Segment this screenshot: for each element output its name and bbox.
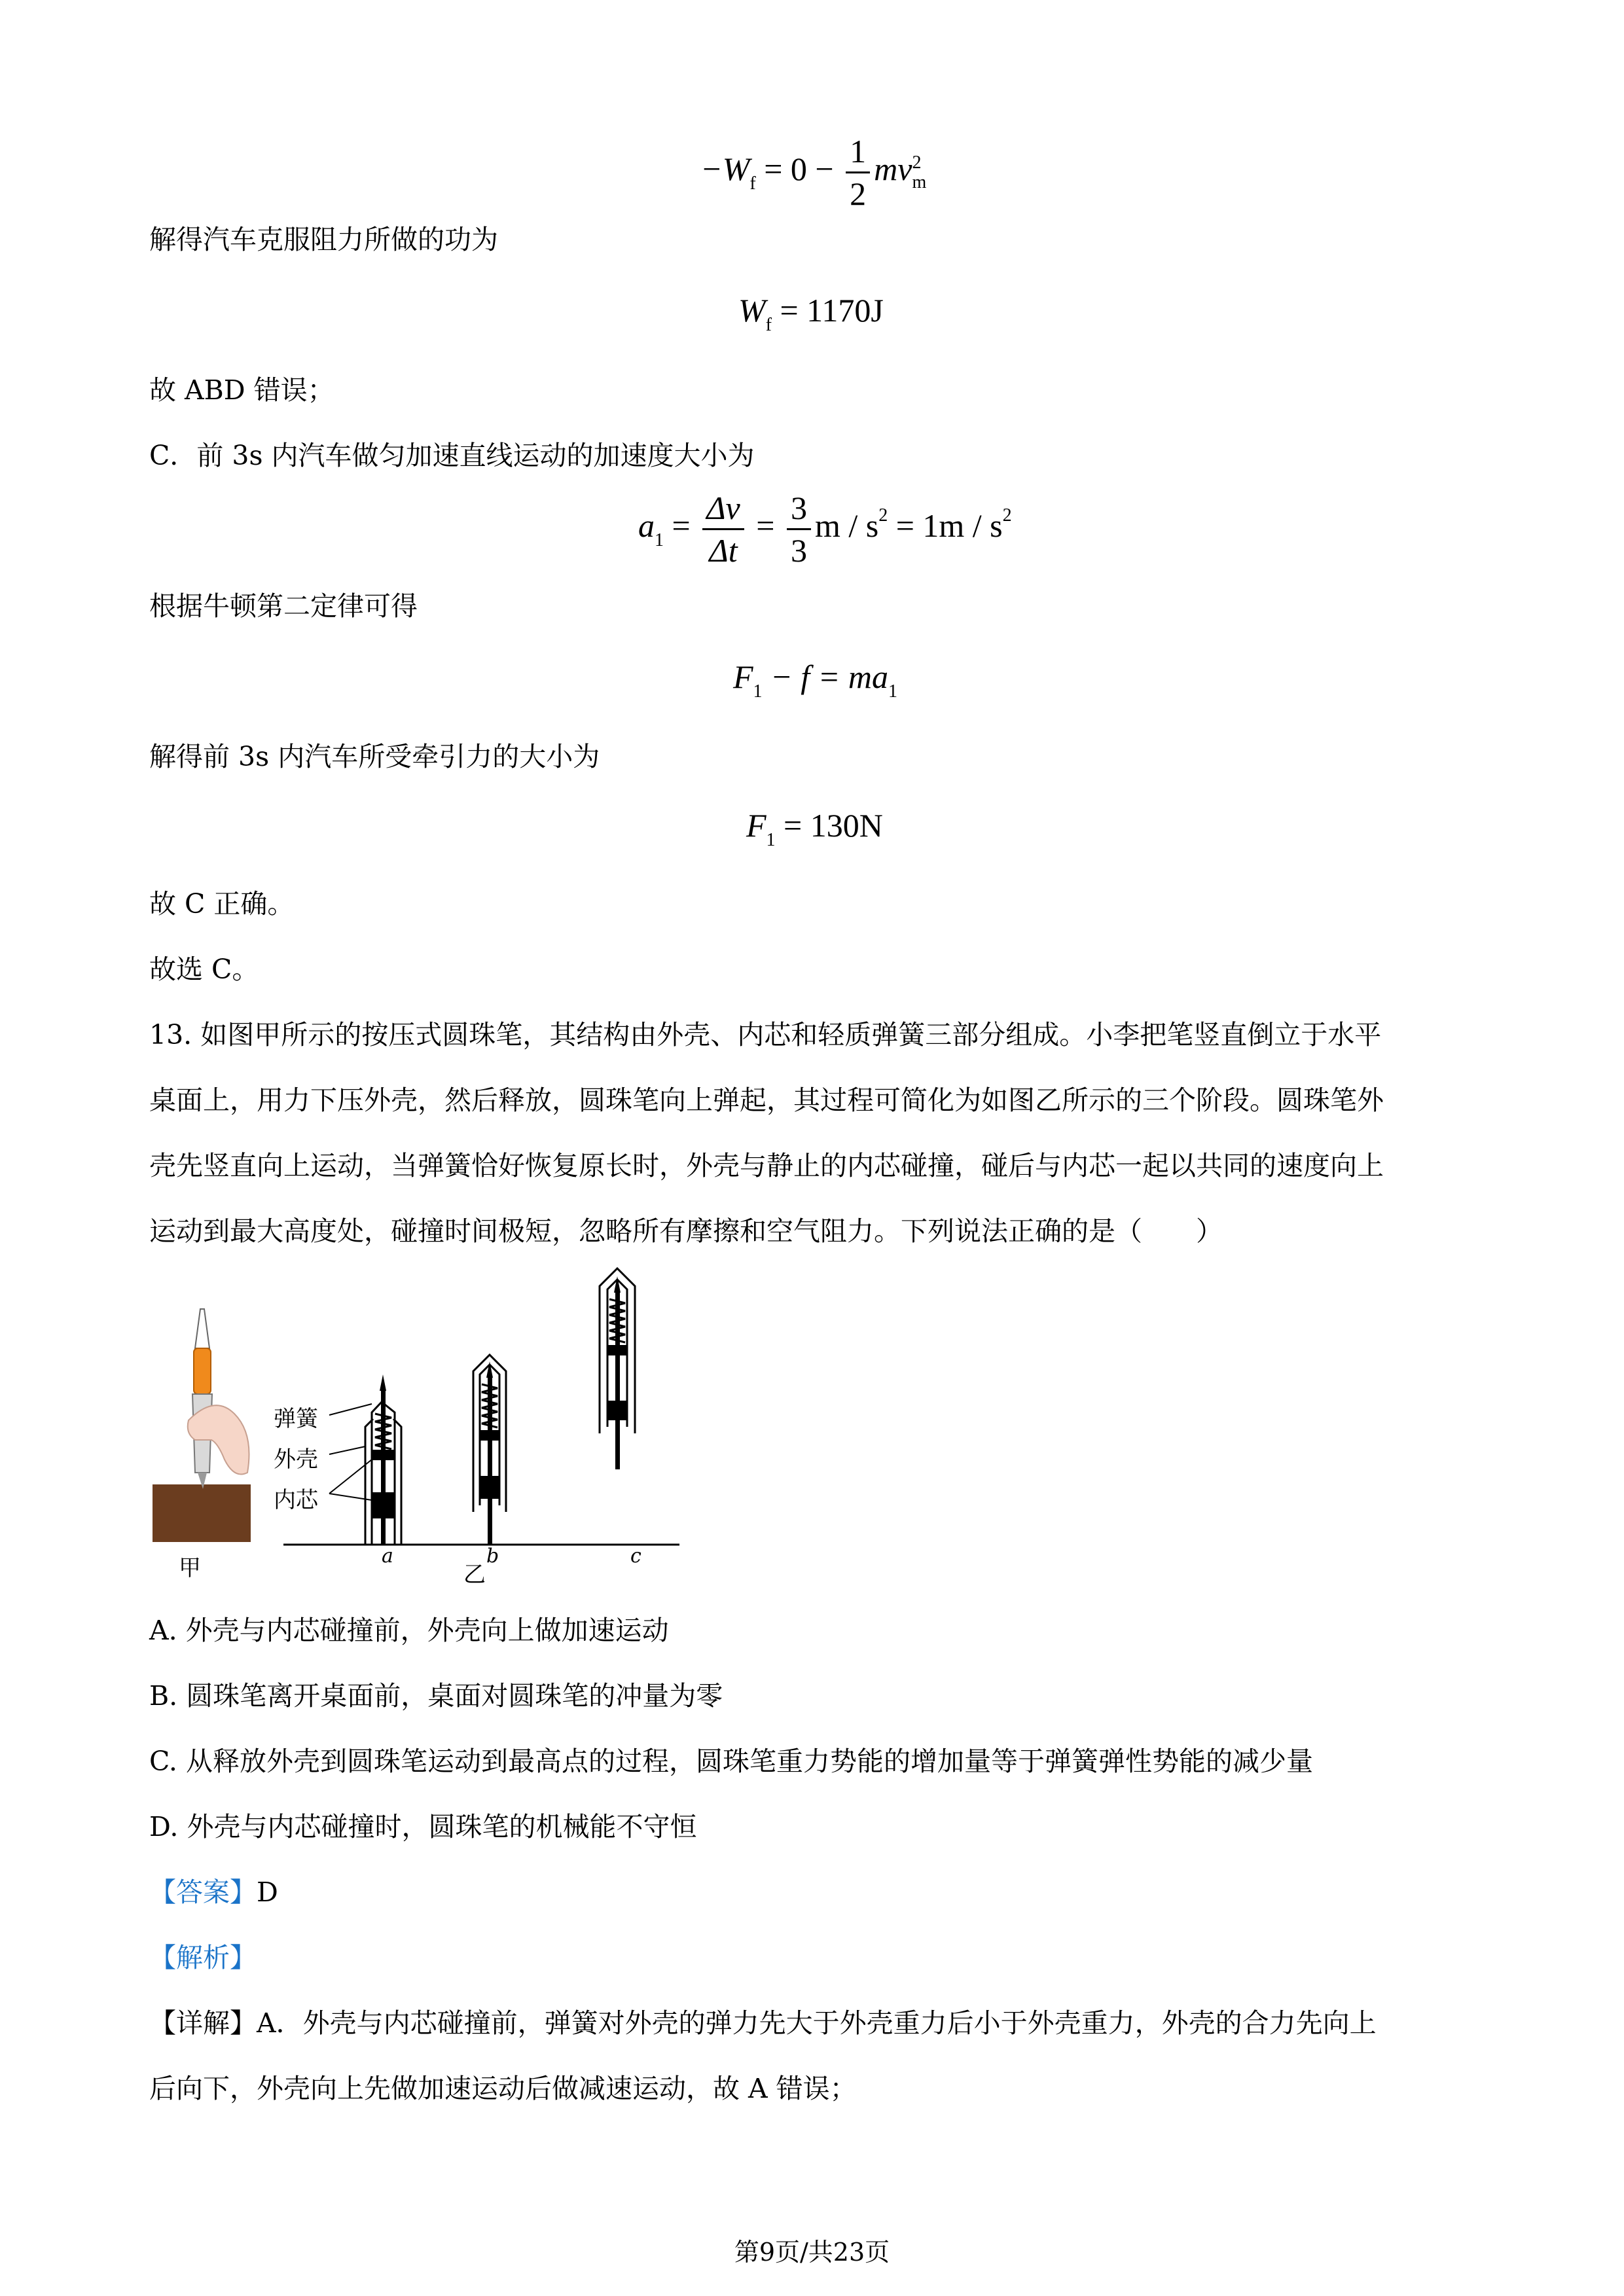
eq3-sub: 1 — [655, 529, 664, 550]
text-line-7: 故选 C。 — [149, 954, 259, 985]
eq5-rest: = 130N — [775, 807, 883, 844]
text-line-6: 故 C 正确。 — [149, 888, 295, 920]
pen-b — [473, 1355, 506, 1545]
eq4-sub2: 1 — [888, 681, 898, 702]
option-a: A. 外壳与内芯碰撞前，外壳向上做加速运动 — [149, 1615, 669, 1646]
eq1-num: 1 — [846, 131, 870, 173]
label-core: 内芯 — [274, 1487, 318, 1513]
eq2-w: W — [738, 292, 766, 329]
option-c: C. 从释放外壳到圆珠笔运动到最高点的过程，圆珠笔重力势能的增加量等于弹簧弹性势能的减少量 — [149, 1746, 1313, 1777]
eq4-f: F — [733, 658, 753, 695]
eq5-sub: 1 — [766, 830, 776, 850]
answer-value: D — [257, 1876, 278, 1908]
equation-force — [746, 806, 883, 851]
eq1-eq: = 0 − — [755, 150, 842, 187]
label-jia: 甲 — [179, 1555, 201, 1581]
eq1-den: 2 — [850, 175, 867, 212]
eq1-sup: 2 — [912, 152, 922, 173]
equation-newton — [733, 658, 897, 702]
eq4-sub: 1 — [753, 681, 763, 702]
eq3-num: Δv — [702, 488, 744, 530]
answer-label: 【答案】 — [149, 1876, 257, 1908]
pen-figure — [149, 1263, 693, 1590]
pen-c — [600, 1268, 635, 1469]
option-d: D. 外壳与内芯碰撞时，圆珠笔的机械能不守恒 — [149, 1811, 697, 1842]
eq3-den2: 3 — [790, 532, 807, 569]
text-line-1: 解得汽车克服阻力所做的功为 — [149, 224, 498, 255]
question-13-line-4: 运动到最大高度处，碰撞时间极短，忽略所有摩擦和空气阻力。下列说法正确的是（ ） — [149, 1215, 1223, 1247]
detail-line-1 — [149, 2006, 1377, 2040]
label-yi: 乙 — [463, 1562, 486, 1588]
eq1-fraction — [846, 131, 870, 214]
question-13-line-1: 13. 如图甲所示的按压式圆珠笔，其结构由外壳、内芯和轻质弹簧三部分组成。小李把笔竖直倒立于水平 — [149, 1019, 1382, 1050]
eq3-sup1: 2 — [878, 505, 888, 526]
text-line-4: 根据牛顿第二定律可得 — [149, 590, 418, 622]
text-line-2: 故 ABD 错误； — [149, 374, 334, 406]
page-footer: 第9页/共23页 — [734, 2238, 890, 2267]
label-b: b — [486, 1545, 499, 1568]
eq2-rest: = 1170J — [771, 292, 884, 329]
eq1-mv: mv — [874, 150, 912, 187]
detail-line-2: 后向下，外壳向上先做加速运动后做减速运动，故 A 错误； — [149, 2073, 857, 2104]
question-13-line-3: 壳先竖直向上运动，当弹簧恰好恢复原长时，外壳与静止的内芯碰撞，碰后与内芯一起以共同的速度向上 — [149, 1150, 1384, 1181]
equation-wf — [738, 291, 884, 336]
eq3-num2: 3 — [787, 488, 811, 530]
eq3-a: a — [638, 507, 655, 544]
eq3-den: Δt — [709, 532, 738, 569]
detail-text-1: A．外壳与内芯碰撞前，弹簧对外壳的弹力先大于外壳重力后小于外壳重力，外壳的合力先向上 — [257, 2007, 1377, 2039]
answer — [149, 1875, 278, 1909]
eq5-f: F — [746, 807, 767, 844]
eq3-sup2: 2 — [1002, 505, 1012, 526]
eq2-sub: f — [765, 315, 772, 335]
option-b: B. 圆珠笔离开桌面前，桌面对圆珠笔的冲量为零 — [149, 1680, 723, 1712]
pen-diagram — [149, 1263, 693, 1590]
analysis-label: 【解析】 — [149, 1942, 257, 1973]
eq3-frac1 — [702, 488, 744, 571]
eq3-unit1: m / s — [814, 507, 879, 544]
text-line-3: C．前 3s 内汽车做匀加速直线运动的加速度大小为 — [149, 440, 755, 471]
eq1-sub: m — [912, 171, 927, 192]
figure-jia — [153, 1309, 251, 1542]
eq3-rest: = 1m / s — [888, 507, 1003, 544]
label-spring: 弹簧 — [274, 1406, 318, 1432]
eq4-mid: − f = ma — [762, 658, 889, 695]
label-shell: 外壳 — [274, 1446, 318, 1473]
question-13-line-2: 桌面上，用力下压外壳，然后释放，圆珠笔向上弹起，其过程可简化为如图乙所示的三个阶段。圆珠笔外 — [149, 1085, 1384, 1116]
eq3-frac2 — [787, 488, 811, 571]
detail-label: 【详解】 — [149, 2007, 257, 2039]
label-a: a — [382, 1545, 393, 1568]
eq1-lhs: −W — [700, 150, 750, 187]
label-c: c — [630, 1545, 641, 1568]
text-line-5: 解得前 3s 内汽车所受牵引力的大小为 — [149, 741, 600, 772]
equation-work-energy — [700, 131, 926, 214]
equation-acceleration: $a_1$ = $\frac{\Delta v}{\Delta t}$ = $\frac{3}{3}$ $m / s^2 = 1m / s^2$ — [638, 488, 1012, 571]
eq1-lhs-sub: f — [749, 173, 756, 194]
pen-a — [365, 1374, 401, 1545]
